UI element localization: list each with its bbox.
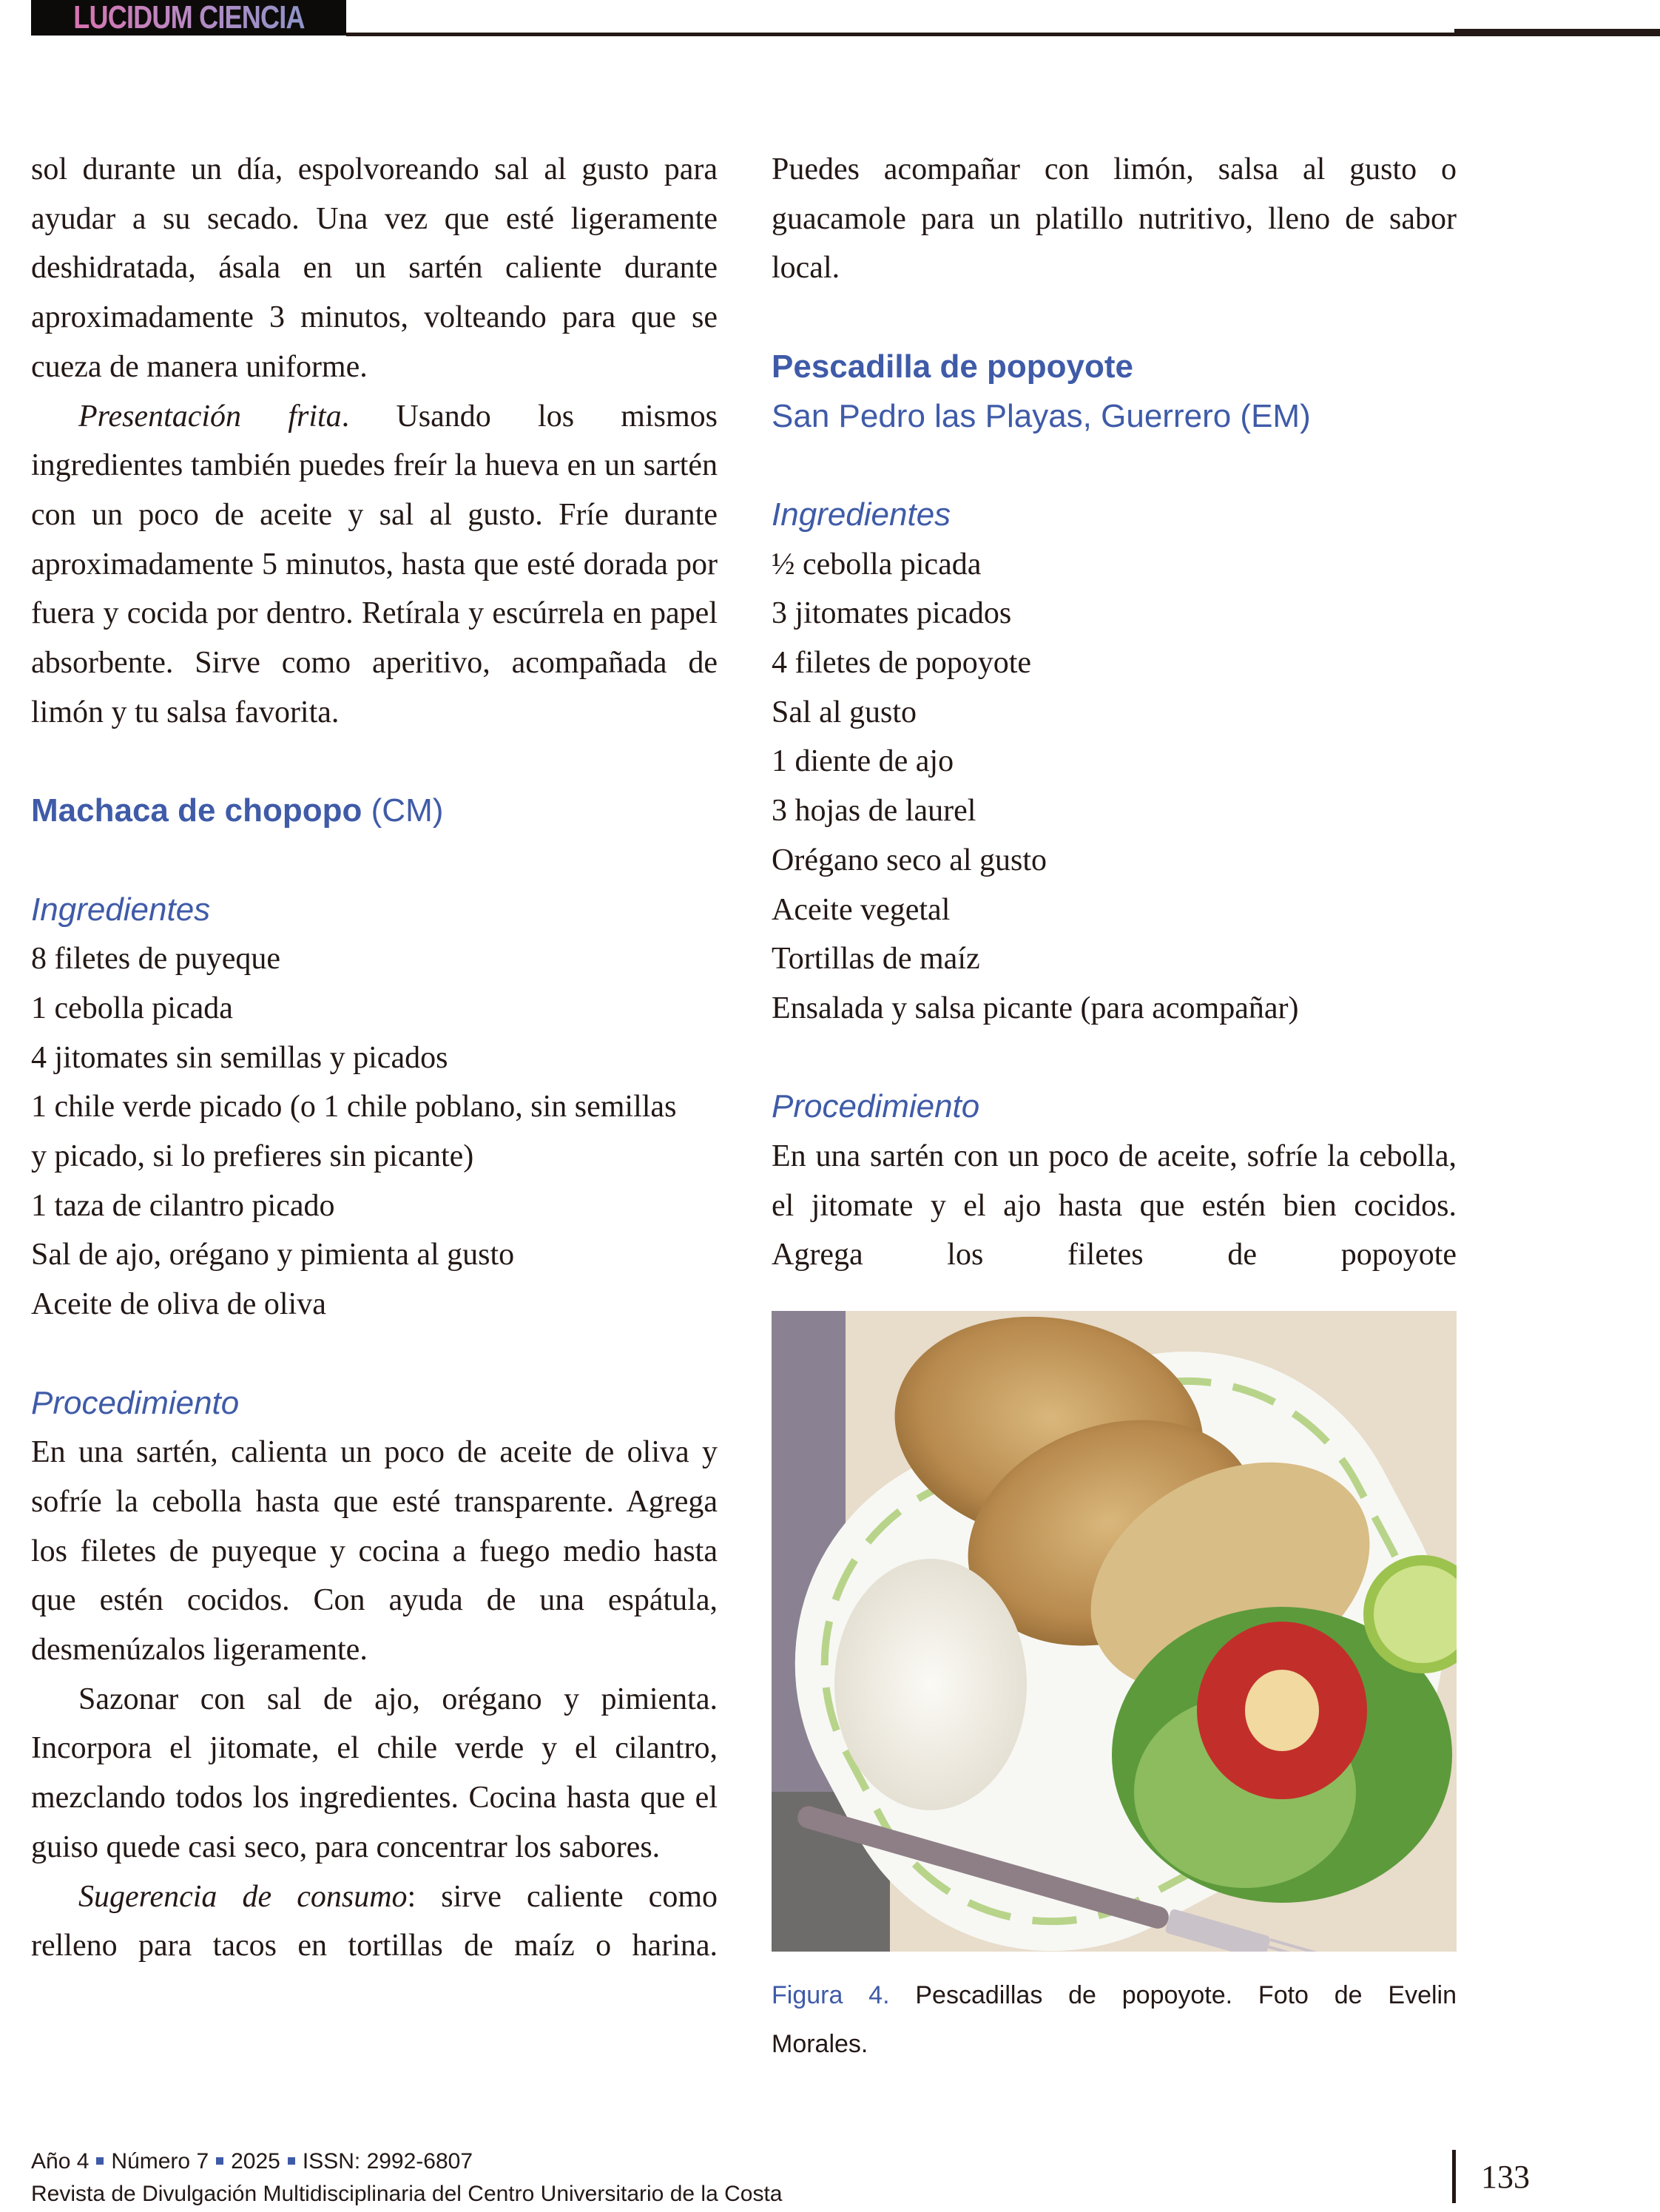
- fried-presentation-paragraph: Presentación frita. Usando los mismos ingredientes también puedes freír la hueva en un sartén con un poco de aceite y sal al gusto. Fríe durante aproximadamente 5 minutos, hasta que esté dorada por fuera y cocida por dentro. Retírala y escúrrela en papel absorbente. Sirve como aperitivo, acompañada de limón y tu salsa favorita.: [31, 399, 718, 729]
- procedure-heading: Procedimiento: [772, 1088, 980, 1125]
- issue-number: Número 7: [111, 2149, 209, 2174]
- journal-full-name: Revista de Divulgación Multidisciplinaria del Centro Universitario de la Costa: [31, 2182, 783, 2206]
- figure-caption-text: Pescadillas de popoyote. Foto de Evelin Morales.: [772, 1981, 1457, 2058]
- procedure-paragraph: En una sartén con un poco de aceite, sofríe la cebolla, el jitomate y el ajo hasta que estén bien cocidos. Agrega los filetes de popoyote: [772, 1139, 1457, 1272]
- volume-year: Año 4: [31, 2149, 90, 2174]
- intro-paragraph: Puedes acompañar con limón, salsa al gusto o guacamole para un platillo nutritivo, lleno de sabor local.: [772, 152, 1457, 286]
- header-rule-accent: [1454, 29, 1660, 36]
- ingredient-item: 1 cebolla picada: [31, 991, 233, 1025]
- ingredients-list: [772, 540, 1457, 1033]
- ingredients-heading: Ingredientes: [31, 891, 211, 928]
- figure-caption: [772, 1971, 1457, 2068]
- issue-info: [31, 2145, 782, 2178]
- intro-paragraph: sol durante un día, espolvoreando sal al gusto para ayudar a su secado. Una vez que esté ligeramente deshidratada, ásala en un sartén caliente durante aproximadamente 3 minutos, volteando para que se cueza de manera uniforme.: [31, 152, 718, 384]
- procedure-paragraph: En una sartén, calienta un poco de aceite de oliva y sofríe la cebolla hasta que esté transparente. Agrega los filetes de puyeque y cocina a fuego medio hasta que estén cocidos. Con ayuda de una espátula, desmenúzalos ligeramente.: [31, 1435, 718, 1668]
- food-plate-illustration: [772, 1311, 1457, 1952]
- journal-name: LUCIDUM CIENCIA: [72, 0, 305, 36]
- ingredient-item: 8 filetes de puyeque: [31, 942, 281, 977]
- ingredient-item: 1 chile verde picado (o 1 chile poblano, sin semillas y picado, si lo prefieres sin picante): [31, 1090, 677, 1174]
- ingredient-item: Tortillas de maíz: [772, 942, 980, 977]
- bullet-square-icon: [96, 2157, 104, 2165]
- consumption-suggestion: Sugerencia de consumo: sirve caliente como relleno para tacos en tortillas de maíz o harina.: [31, 1879, 718, 1963]
- ingredient-item: Aceite vegetal: [772, 892, 951, 927]
- ingredient-item: 1 taza de cilantro picado: [31, 1188, 335, 1223]
- ingredient-item: Sal de ajo, orégano y pimienta al gusto: [31, 1238, 515, 1272]
- ingredient-item: Ensalada y salsa picante (para acompañar): [772, 991, 1299, 1025]
- ingredient-item: Sal al gusto: [772, 695, 917, 729]
- ingredient-item: 3 jitomates picados: [772, 596, 1012, 631]
- ingredient-item: Orégano seco al gusto: [772, 843, 1047, 877]
- footer: [31, 2145, 782, 2211]
- recipe-title-pescadilla: Pescadilla de popoyote: [772, 348, 1134, 385]
- left-column: [31, 145, 718, 1971]
- recipe-location: San Pedro las Playas, Guerrero (EM): [772, 397, 1311, 434]
- procedure-paragraph: Sazonar con sal de ajo, orégano y pimienta. Incorpora el jitomate, el chile verde y el cilantro, mezclando todos los ingredientes. Cocina hasta que el guiso quede casi seco, para concentrar los sabores.: [31, 1682, 718, 1864]
- figure-label: Figura 4.: [772, 1981, 890, 2009]
- procedure-heading: Procedimiento: [31, 1384, 240, 1421]
- footer-divider: [1452, 2150, 1456, 2203]
- figure-photo: [772, 1311, 1457, 1952]
- ingredients-heading: Ingredientes: [772, 496, 951, 533]
- bullet-square-icon: [288, 2157, 295, 2165]
- suggestion-label: Sugerencia de consumo: [78, 1879, 408, 1914]
- ingredient-item: Aceite de oliva de oliva: [31, 1287, 326, 1322]
- ingredient-item: ½ cebolla picada: [772, 547, 982, 581]
- fried-presentation-label: Presentación frita: [78, 399, 342, 434]
- ingredient-item: 3 hojas de laurel: [772, 794, 976, 829]
- page-number: 133: [1481, 2159, 1530, 2195]
- bullet-square-icon: [216, 2157, 223, 2165]
- journal-logo: [31, 0, 346, 36]
- ingredient-item: 1 diente de ajo: [772, 744, 954, 779]
- publication-year: 2025: [231, 2149, 280, 2174]
- ingredient-item: 4 filetes de popoyote: [772, 646, 1032, 680]
- recipe-title-machaca: Machaca de chopopo (CM): [31, 792, 444, 829]
- issn: ISSN: 2992-6807: [302, 2149, 473, 2174]
- ingredients-list: [31, 934, 718, 1329]
- right-column: [772, 145, 1457, 1280]
- ingredient-item: 4 jitomates sin semillas y picados: [31, 1040, 448, 1075]
- recipe-code: (CM): [362, 792, 444, 829]
